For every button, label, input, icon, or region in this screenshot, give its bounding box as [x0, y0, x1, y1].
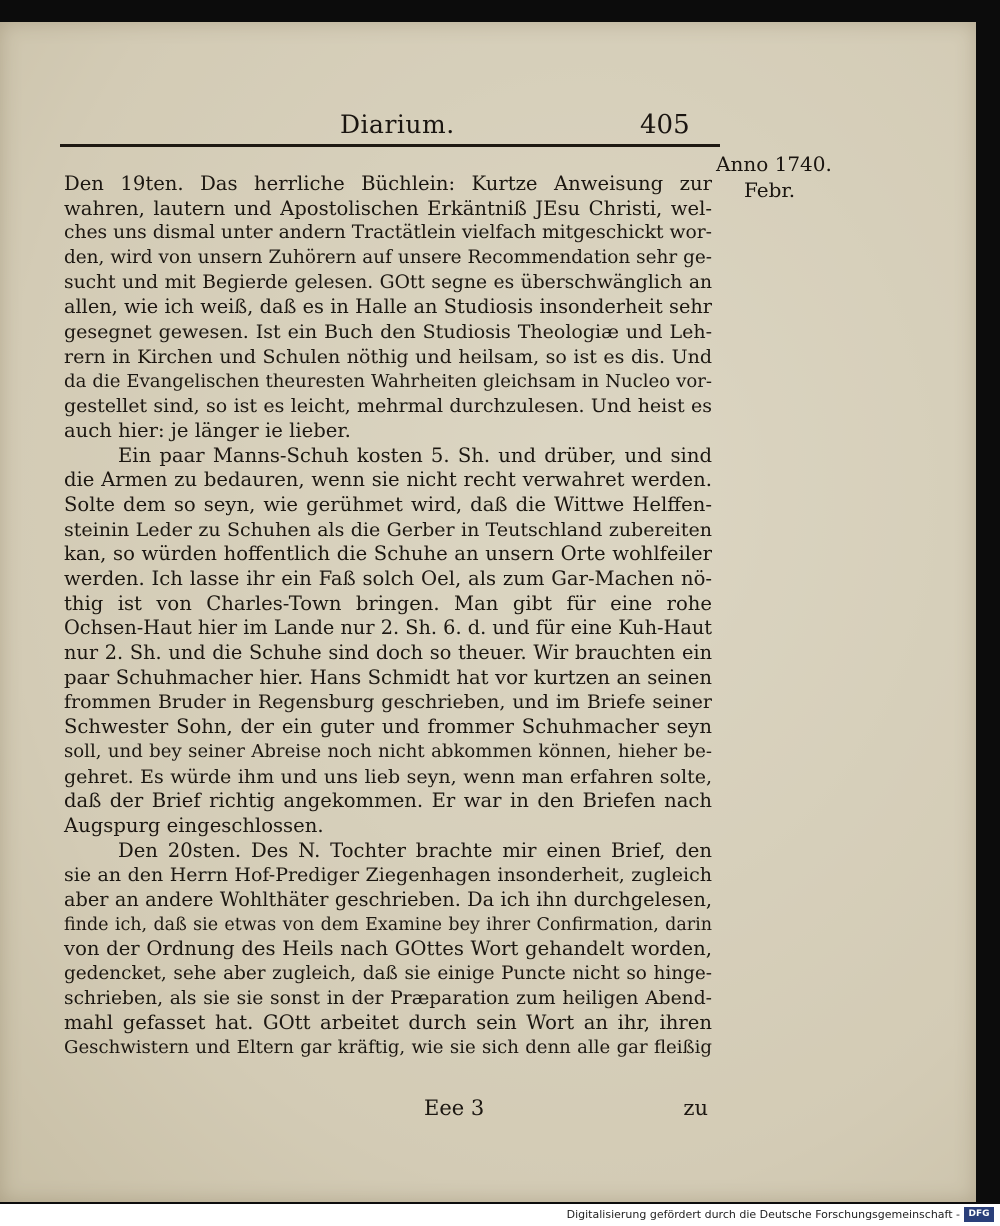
document-page [0, 22, 976, 1202]
text-line: Solte dem so seyn, wie gerühmet wird, daß die Wittwe Helffen- [64, 492, 712, 516]
text-line: rern in Kirchen und Schulen nöthig und heilsam, so ist es dis. Und [64, 345, 712, 368]
text-line: finde ich, daß sie etwas von dem Examine bey ihrer Confirmation, darin [64, 914, 712, 935]
body-text [64, 172, 712, 1061]
text-line: auch hier: je länger ie lieber. [64, 418, 351, 442]
text-line: von der Ordnung des Heils nach GOttes Wort gehandelt worden, [64, 937, 712, 961]
text-line: Den 19ten. Das herrliche Büchlein: Kurtze Anweisung zur [64, 172, 712, 195]
text-line: da die Evangelischen theuresten Wahrheiten gleichsam in Nucleo vor- [64, 370, 712, 392]
text-line: werden. Ich lasse ihr ein Faß solch Oel, als zum Gar-Machen nö- [64, 567, 712, 590]
text-line: mahl gefasset hat. GOtt arbeitet durch sein Wort an ihr, ihren [64, 1011, 712, 1035]
text-line: ches uns dismal unter andern Tractätlein vielfach mitgeschickt wor- [64, 222, 712, 244]
header-rule [60, 144, 720, 147]
funding-credit: Digitalisierung gefördert durch die Deutsche Forschungsgemeinschaft - [566, 1208, 960, 1221]
text-line: soll, und bey seiner Abreise noch nicht abkommen können, hieher be- [64, 740, 712, 762]
text-line: gedencket, sehe aber zugleich, daß sie einige Puncte nicht so hinge- [64, 963, 712, 984]
text-line: wahren, lautern und Apostolischen Erkäntniß JEsu Christi, wel- [64, 196, 712, 220]
margin-note-month: Febr. [744, 178, 796, 202]
text-line: kan, so würden hoffentlich die Schuhe an unsern Orte wohlfeiler [64, 542, 712, 566]
text-line: daß der Brief richtig angekommen. Er war in den Briefen nach [64, 789, 712, 813]
digitization-footer [0, 1204, 1000, 1226]
text-line: Den 20sten. Des N. Tochter brachte mir einen Brief, den [118, 838, 712, 862]
text-line: steinin Leder zu Schuhen als die Gerber in Teutschland zubereiten [64, 518, 712, 541]
catchword: zu [683, 1096, 708, 1120]
page-number: 405 [640, 110, 690, 140]
text-line: nur 2. Sh. und die Schuhe sind doch so theuer. Wir brauchten ein [64, 641, 712, 665]
text-line: schrieben, als sie sie sonst in der Præparation zum heiligen Abend- [64, 987, 712, 1009]
text-line: allen, wie ich weiß, daß es in Halle an Studiosis insonderheit sehr [64, 295, 712, 319]
text-line: die Armen zu bedauren, wenn sie nicht recht verwahret werden. [64, 468, 712, 492]
text-line: Schwester Sohn, der ein guter und frommer Schuhmacher seyn [64, 715, 712, 739]
page-footer-line [64, 1096, 712, 1124]
text-line: thig ist von Charles-Town bringen. Man gibt für eine rohe [64, 591, 712, 615]
text-line: sucht und mit Begierde gelesen. GOtt segne es überschwänglich an [64, 271, 712, 293]
text-line: Ein paar Manns-Schuh kosten 5. Sh. und drüber, und sind [118, 443, 712, 467]
text-line: gehret. Es würde ihm und uns lieb seyn, wenn man erfahren solte, [64, 765, 712, 788]
text-line: Augspurg eingeschlossen. [64, 813, 324, 837]
signature-mark: Eee 3 [424, 1096, 485, 1120]
text-line: aber an andere Wohlthäter geschrieben. Da ich ihn durchgelesen, [64, 887, 712, 911]
text-line: Geschwistern und Eltern gar kräftig, wie sie sich denn alle gar fleißig [64, 1037, 712, 1059]
text-line: frommen Bruder in Regensburg geschrieben, und im Briefe seiner [64, 691, 712, 714]
text-line: sie an den Herrn Hof-Prediger Ziegenhagen insonderheit, zugleich [64, 864, 712, 887]
text-line: Ochsen-Haut hier im Lande nur 2. Sh. 6. d. und für eine Kuh-Haut [64, 616, 712, 640]
text-line: gestellet sind, so ist es leicht, mehrmal durchzulesen. Und heist es [64, 395, 712, 418]
margin-note-year: Anno 1740. [716, 152, 832, 176]
text-line: gesegnet gewesen. Ist ein Buch den Studiosis Theologiæ und Leh- [64, 321, 712, 344]
running-title: Diarium. [340, 110, 455, 139]
dfg-logo: DFG [964, 1207, 994, 1222]
text-line: paar Schuhmacher hier. Hans Schmidt hat vor kurtzen an seinen [64, 665, 712, 689]
text-line: den, wird von unsern Zuhörern auf unsere Recommendation sehr ge- [64, 247, 712, 269]
